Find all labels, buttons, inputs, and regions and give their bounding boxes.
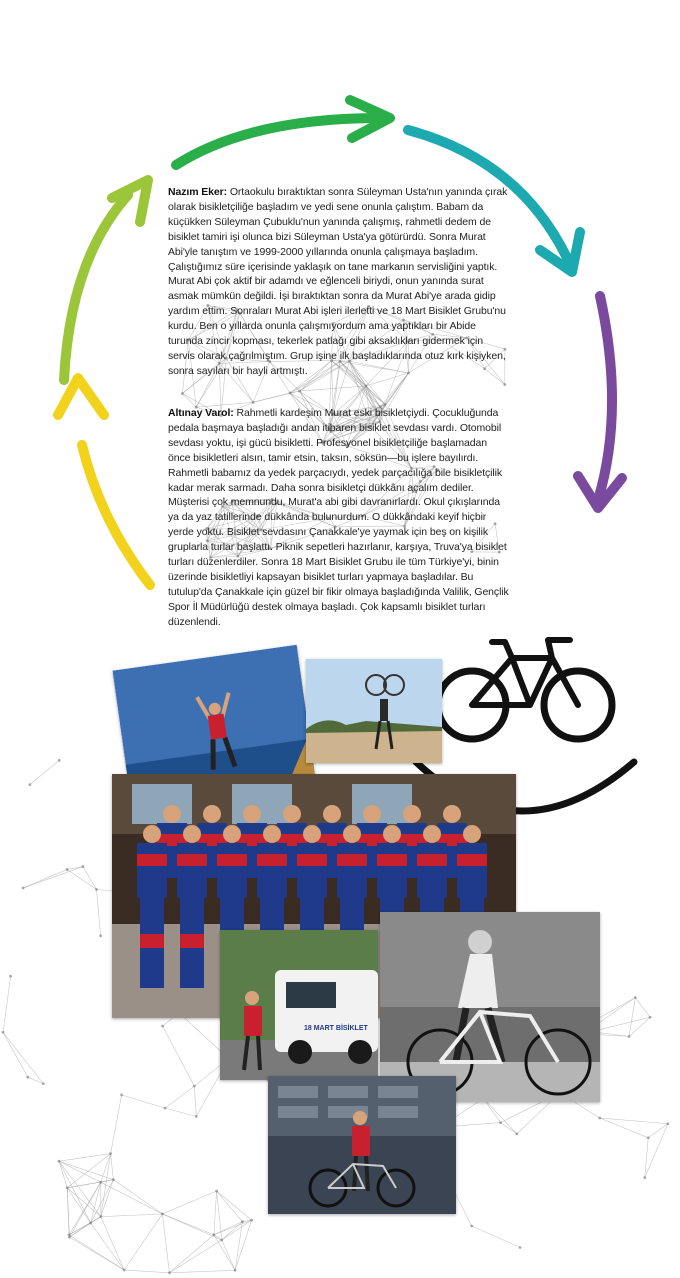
photo-monument-cyclist [306,659,442,763]
story-eker-name: Nazım Eker: [168,186,228,198]
van-label: 18 MART BİSİKLET [304,1025,368,1032]
story-varol-name: Altınay Varol: [168,407,234,419]
story-varol-text: Rahmetli kardeşim Murat eski bisikletçiydi. Çocukluğunda pedala başmaya başladığı andan itibaren bisiklet sevdası vardı. Otomobil sevdası yoktu, işi gücü bisikletti. Profesyonel bisikletçiliğe başlamadan önce bisikletleri alsın, tamir etsin, taksın, söksün—bu işlere bayılırdı. Rahmetli babamız da yedek parçacıydı, yedek parçacılığa bile bisikletçilik kadar merak sarmadı. Daha sonra bisikletçi dükkânı açalım dediler. Müşterisi çok memnundu, Murat'a abi gibi davranırlardı. Okul çıkışlarında ya da yaz tatillerinde dükkânda bulunurdum. O dükkândaki keyif hiçbir yerde yoktu. Bisiklet sevdasını Çanakkale'ye yaymak için beş on kişilik gruplarla turlar başlattı. Piknik sepetleri hazırlanır, karşıya, Truva'ya bisiklet turları düzenlerdiler. Sonra 18 Mart Bisiklet Grubu ile tüm Türkiye'yi, binin üzerinde bisikletliyi kapsayan bisiklet turları yapmaya başladılar. Bu tutulup'da Çanakkale için güzel bir fikir olmaya başladığında Valilik, Gençlik Spor İl Müdürlüğü destek olmaya başladı. Çok kapsamlı bisiklet turları düzenlendi. [168,407,509,628]
photo-bike-shop [268,1076,456,1214]
story-eker-text: Ortaokulu bıraktıktan sonra Süleyman Usta'nın yanında çırak olarak bisikletçiliğe başladım ve yedi sene onunla çalıştım. Babam da küçükken Süleyman Çubuklu'nun yanında çalışmış, rahmetli dedem de bisiklet tamiri işi olunca bizi Süleyman Usta'ya götürürdü. Sonra Murat Abi'yle tanıştım ve 1999-2000 yıllarında onunla çalışmaya başladım. Çalıştığımız süre içerisinde yaklaşık on tane markanın servisliğini yaptık. Murat Abi çok aktif bir adamdı ve eğlenceli biriydi, onun yanında surat asmak mümkün değildi. İşi bıraktıktan sonra da Murat Abi'ye arada gidip yardım ettim. Sonraları Murat Abi işleri ilerletti ve 18 Mart Bisiklet Grubu'nu kurdu. Ben o yıllarda onunla çalışmıyordum ama yaptıkları bir Abide turunda zincir kopması, tekerlek patlağı gibi aksaklıkları gidermek için servis olarak çağrılmıştım. Grup işine ilk başladıklarında otuz kırk kişiyken, sonra sayıları bir hayli artmıştı. [168,186,508,377]
photo-bw-cyclist [380,912,600,1102]
photo-van-cyclist [220,930,378,1080]
